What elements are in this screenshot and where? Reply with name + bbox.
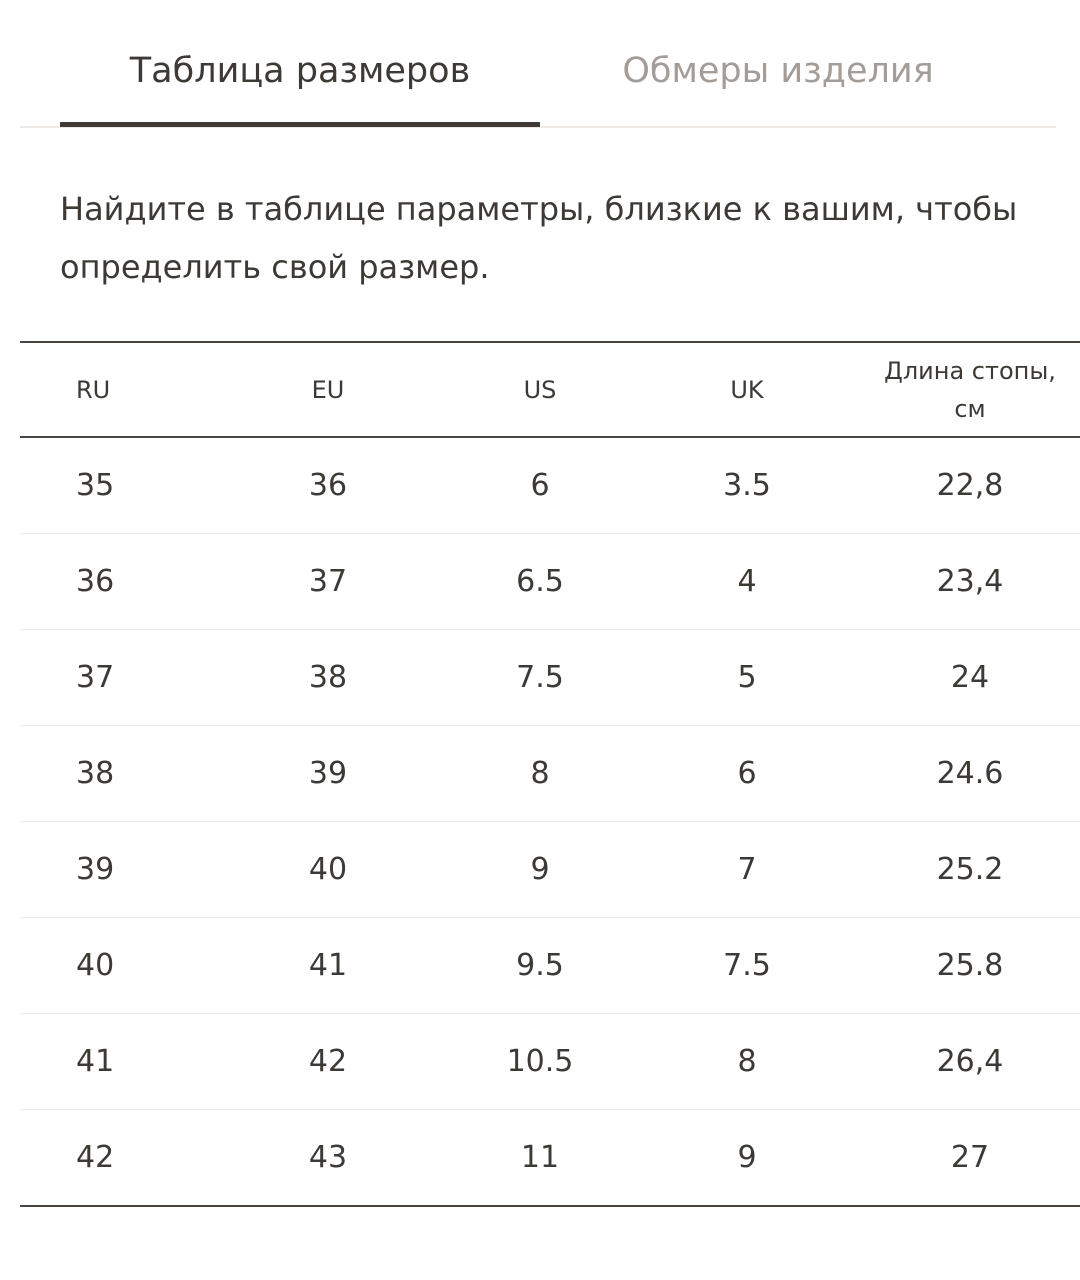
table-row — [20, 1014, 1080, 1110]
table-header-row — [20, 342, 1080, 437]
table-row — [20, 726, 1080, 822]
table-row — [20, 437, 1080, 534]
cell-uk: 6 — [644, 726, 850, 822]
cell-eu: 40 — [226, 822, 436, 918]
cell-us: 6 — [436, 437, 644, 534]
tab-size-chart[interactable]: Таблица размеров — [129, 51, 471, 91]
header-uk: UK — [644, 342, 850, 437]
cell-uk: 8 — [644, 1014, 850, 1110]
table-row — [20, 822, 1080, 918]
table-row — [20, 630, 1080, 726]
cell-foot-length: 25.2 — [850, 822, 1080, 918]
active-tab-indicator — [60, 122, 540, 127]
cell-ru: 37 — [20, 630, 226, 726]
cell-foot-length: 27 — [850, 1110, 1080, 1207]
table-row — [20, 918, 1080, 1014]
cell-eu: 37 — [226, 534, 436, 630]
cell-us: 6.5 — [436, 534, 644, 630]
cell-foot-length: 22,8 — [850, 437, 1080, 534]
cell-eu: 41 — [226, 918, 436, 1014]
cell-us: 9 — [436, 822, 644, 918]
cell-uk: 4 — [644, 534, 850, 630]
cell-uk: 9 — [644, 1110, 850, 1207]
size-table-body — [20, 437, 1080, 1206]
cell-ru: 36 — [20, 534, 226, 630]
cell-foot-length: 24.6 — [850, 726, 1080, 822]
cell-foot-length: 26,4 — [850, 1014, 1080, 1110]
cell-eu: 39 — [226, 726, 436, 822]
cell-uk: 3.5 — [644, 437, 850, 534]
cell-ru: 42 — [20, 1110, 226, 1207]
cell-ru: 38 — [20, 726, 226, 822]
cell-ru: 41 — [20, 1014, 226, 1110]
cell-ru: 39 — [20, 822, 226, 918]
cell-us: 9.5 — [436, 918, 644, 1014]
table-row — [20, 534, 1080, 630]
cell-eu: 38 — [226, 630, 436, 726]
tab-bar — [0, 0, 1080, 130]
header-foot-length-label: Длина стопы, см — [884, 356, 1056, 423]
tab-product-measurements[interactable]: Обмеры изделия — [622, 51, 934, 91]
cell-uk: 5 — [644, 630, 850, 726]
cell-eu: 42 — [226, 1014, 436, 1110]
cell-eu: 36 — [226, 437, 436, 534]
cell-uk: 7.5 — [644, 918, 850, 1014]
header-eu: EU — [226, 342, 436, 437]
size-chart-description: Найдите в таблице параметры, близкие к вашим, чтобы определить свой размер. — [60, 190, 1018, 286]
cell-us: 8 — [436, 726, 644, 822]
size-table — [20, 341, 1080, 1207]
table-row — [20, 1110, 1080, 1207]
header-us: US — [436, 342, 644, 437]
cell-us: 7.5 — [436, 630, 644, 726]
cell-foot-length: 25.8 — [850, 918, 1080, 1014]
cell-us: 10.5 — [436, 1014, 644, 1110]
header-foot-length — [850, 342, 1080, 437]
cell-uk: 7 — [644, 822, 850, 918]
cell-foot-length: 23,4 — [850, 534, 1080, 630]
cell-ru: 40 — [20, 918, 226, 1014]
header-ru: RU — [20, 342, 226, 437]
cell-foot-length: 24 — [850, 630, 1080, 726]
cell-ru: 35 — [20, 437, 226, 534]
cell-us: 11 — [436, 1110, 644, 1207]
cell-eu: 43 — [226, 1110, 436, 1207]
